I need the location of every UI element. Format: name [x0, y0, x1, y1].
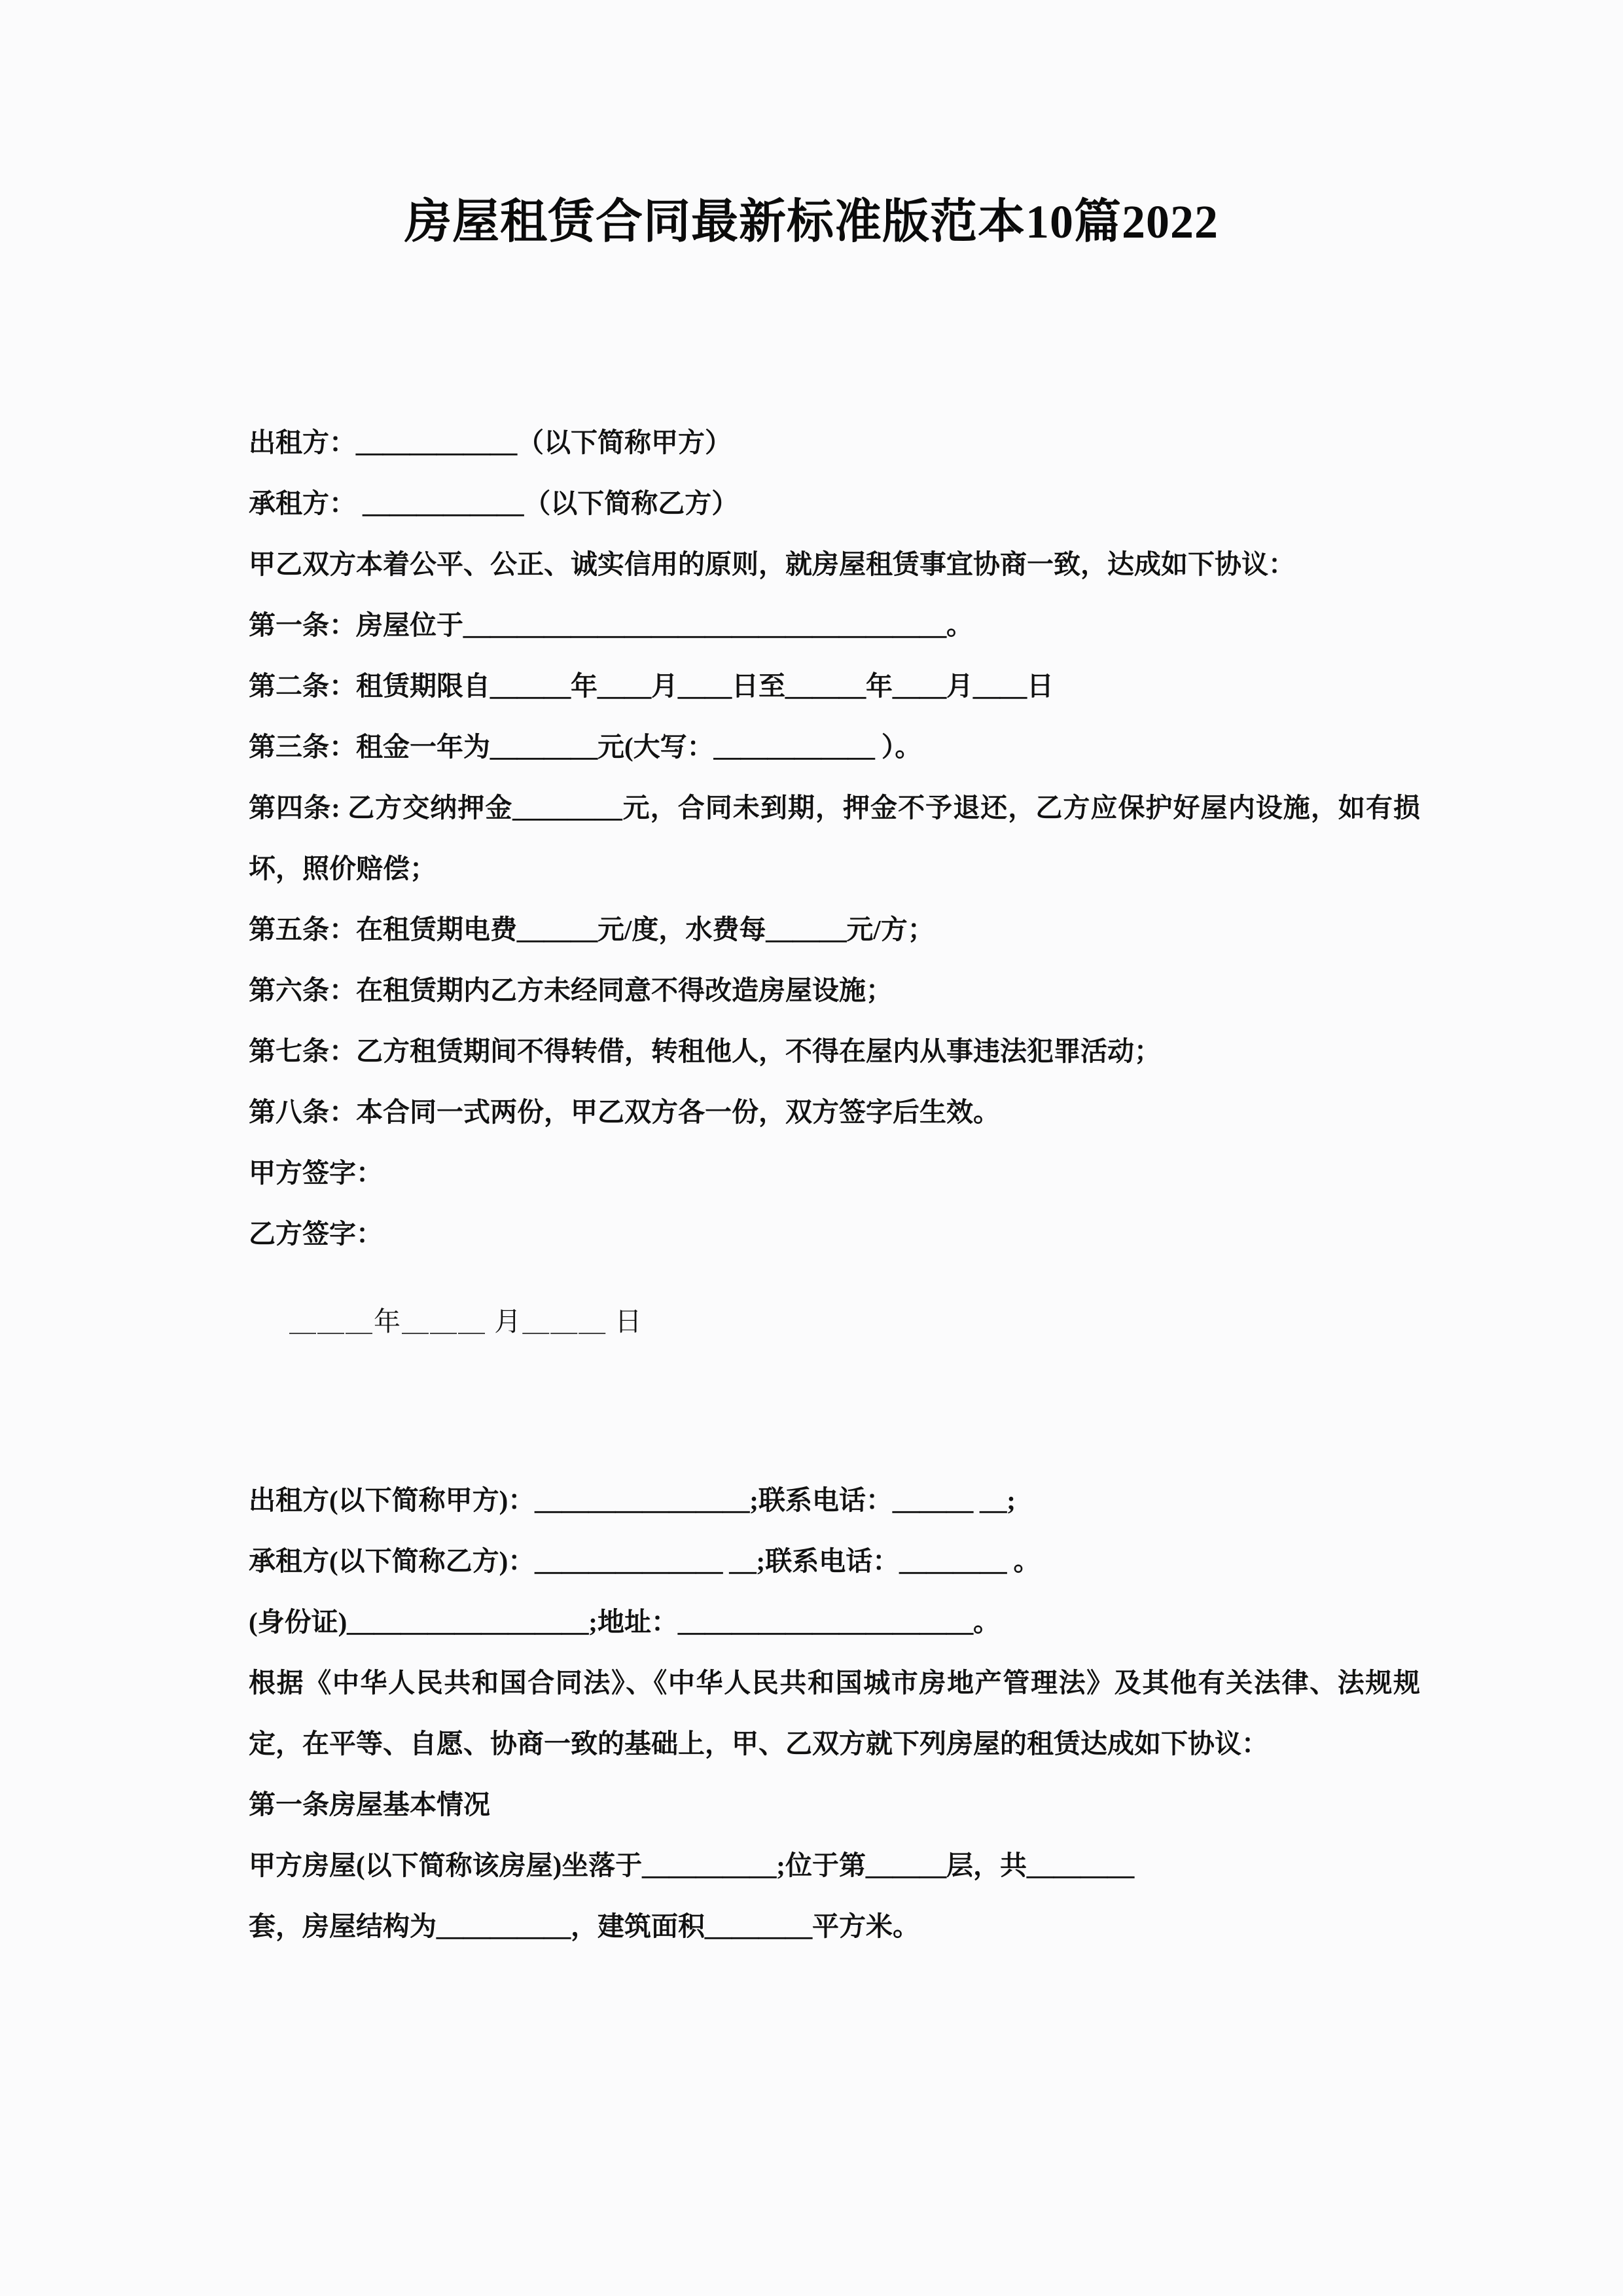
signature-date-line: ＿＿＿年＿＿＿ 月＿＿＿ 日 — [289, 1306, 643, 1336]
lessor-contact-line: 出租方(以下简称甲方)：＿＿＿＿＿＿＿＿;联系电话：＿＿＿ ＿; — [249, 1485, 1016, 1515]
article-4: 第四条: 乙方交纳押金＿＿＿＿元，合同未到期，押金不予退还，乙方应保护好屋内设施，如有损坏，照价赔偿； — [249, 793, 1420, 884]
lessee-line: 承租方： ＿＿＿＿＿＿（以下简称乙方） — [249, 488, 739, 518]
article-1: 第一条：房屋位于＿＿＿＿＿＿＿＿＿＿＿＿＿＿＿＿＿＿。 — [249, 610, 973, 640]
signature-party-b-label: 乙方签字： — [249, 1219, 383, 1249]
legal-basis-paragraph: 根据《中华人民共和国合同法》、《中华人民共和国城市房地产管理法》及其他有关法律、法规规定，在平等、自愿、协商一致的基础上，甲、乙双方就下列房屋的租赁达成如下协议： — [249, 1668, 1420, 1759]
section-spacer — [249, 1379, 1420, 1440]
article-2: 第二条：租赁期限自＿＿＿年＿＿月＿＿日至＿＿＿年＿＿月＿＿日 — [249, 671, 1054, 701]
article-8: 第八条：本合同一式两份，甲乙双方各一份，双方签字后生效。 — [249, 1097, 1000, 1127]
article-one-body-line-1: 甲方房屋(以下简称该房屋)坐落于＿＿＿＿＿;位于第＿＿＿层，共＿＿＿＿ — [249, 1850, 1134, 1880]
section-spacer-half — [249, 1440, 1420, 1470]
article-3: 第三条：租金一年为＿＿＿＿元(大写：＿＿＿＿＿＿ ）。 — [249, 732, 922, 762]
page-title: 房屋租赁合同最新标准版范本10篇2022 — [404, 196, 1219, 248]
preamble-paragraph: 甲乙双方本着公平、公正、诚实信用的原则，就房屋租赁事宜协商一致，达成如下协议： — [249, 549, 1295, 579]
lessee-contact-line: 承租方(以下简称乙方)：＿＿＿＿＿＿＿ ＿;联系电话：＿＿＿＿ 。 — [249, 1546, 1041, 1576]
lessor-line: 出租方：＿＿＿＿＿＿（以下简称甲方） — [249, 427, 732, 457]
document-body — [249, 412, 1420, 1957]
article-one-body-line-2: 套，房屋结构为＿＿＿＿＿，建筑面积＿＿＿＿平方米。 — [249, 1911, 919, 1941]
id-address-line: (身份证)＿＿＿＿＿＿＿＿＿;地址：＿＿＿＿＿＿＿＿＿＿＿。 — [249, 1607, 1000, 1637]
signature-party-a-label: 甲方签字： — [249, 1158, 383, 1188]
article-5: 第五条：在租赁期电费＿＿＿元/度，水费每＿＿＿元/方； — [249, 914, 935, 944]
article-7: 第七条：乙方租赁期间不得转借，转租他人，不得在屋内从事违法犯罪活动； — [249, 1036, 1161, 1066]
article-one-heading: 第一条房屋基本情况 — [249, 1789, 490, 1820]
article-6: 第六条：在租赁期内乙方未经同意不得改造房屋设施； — [249, 975, 893, 1005]
